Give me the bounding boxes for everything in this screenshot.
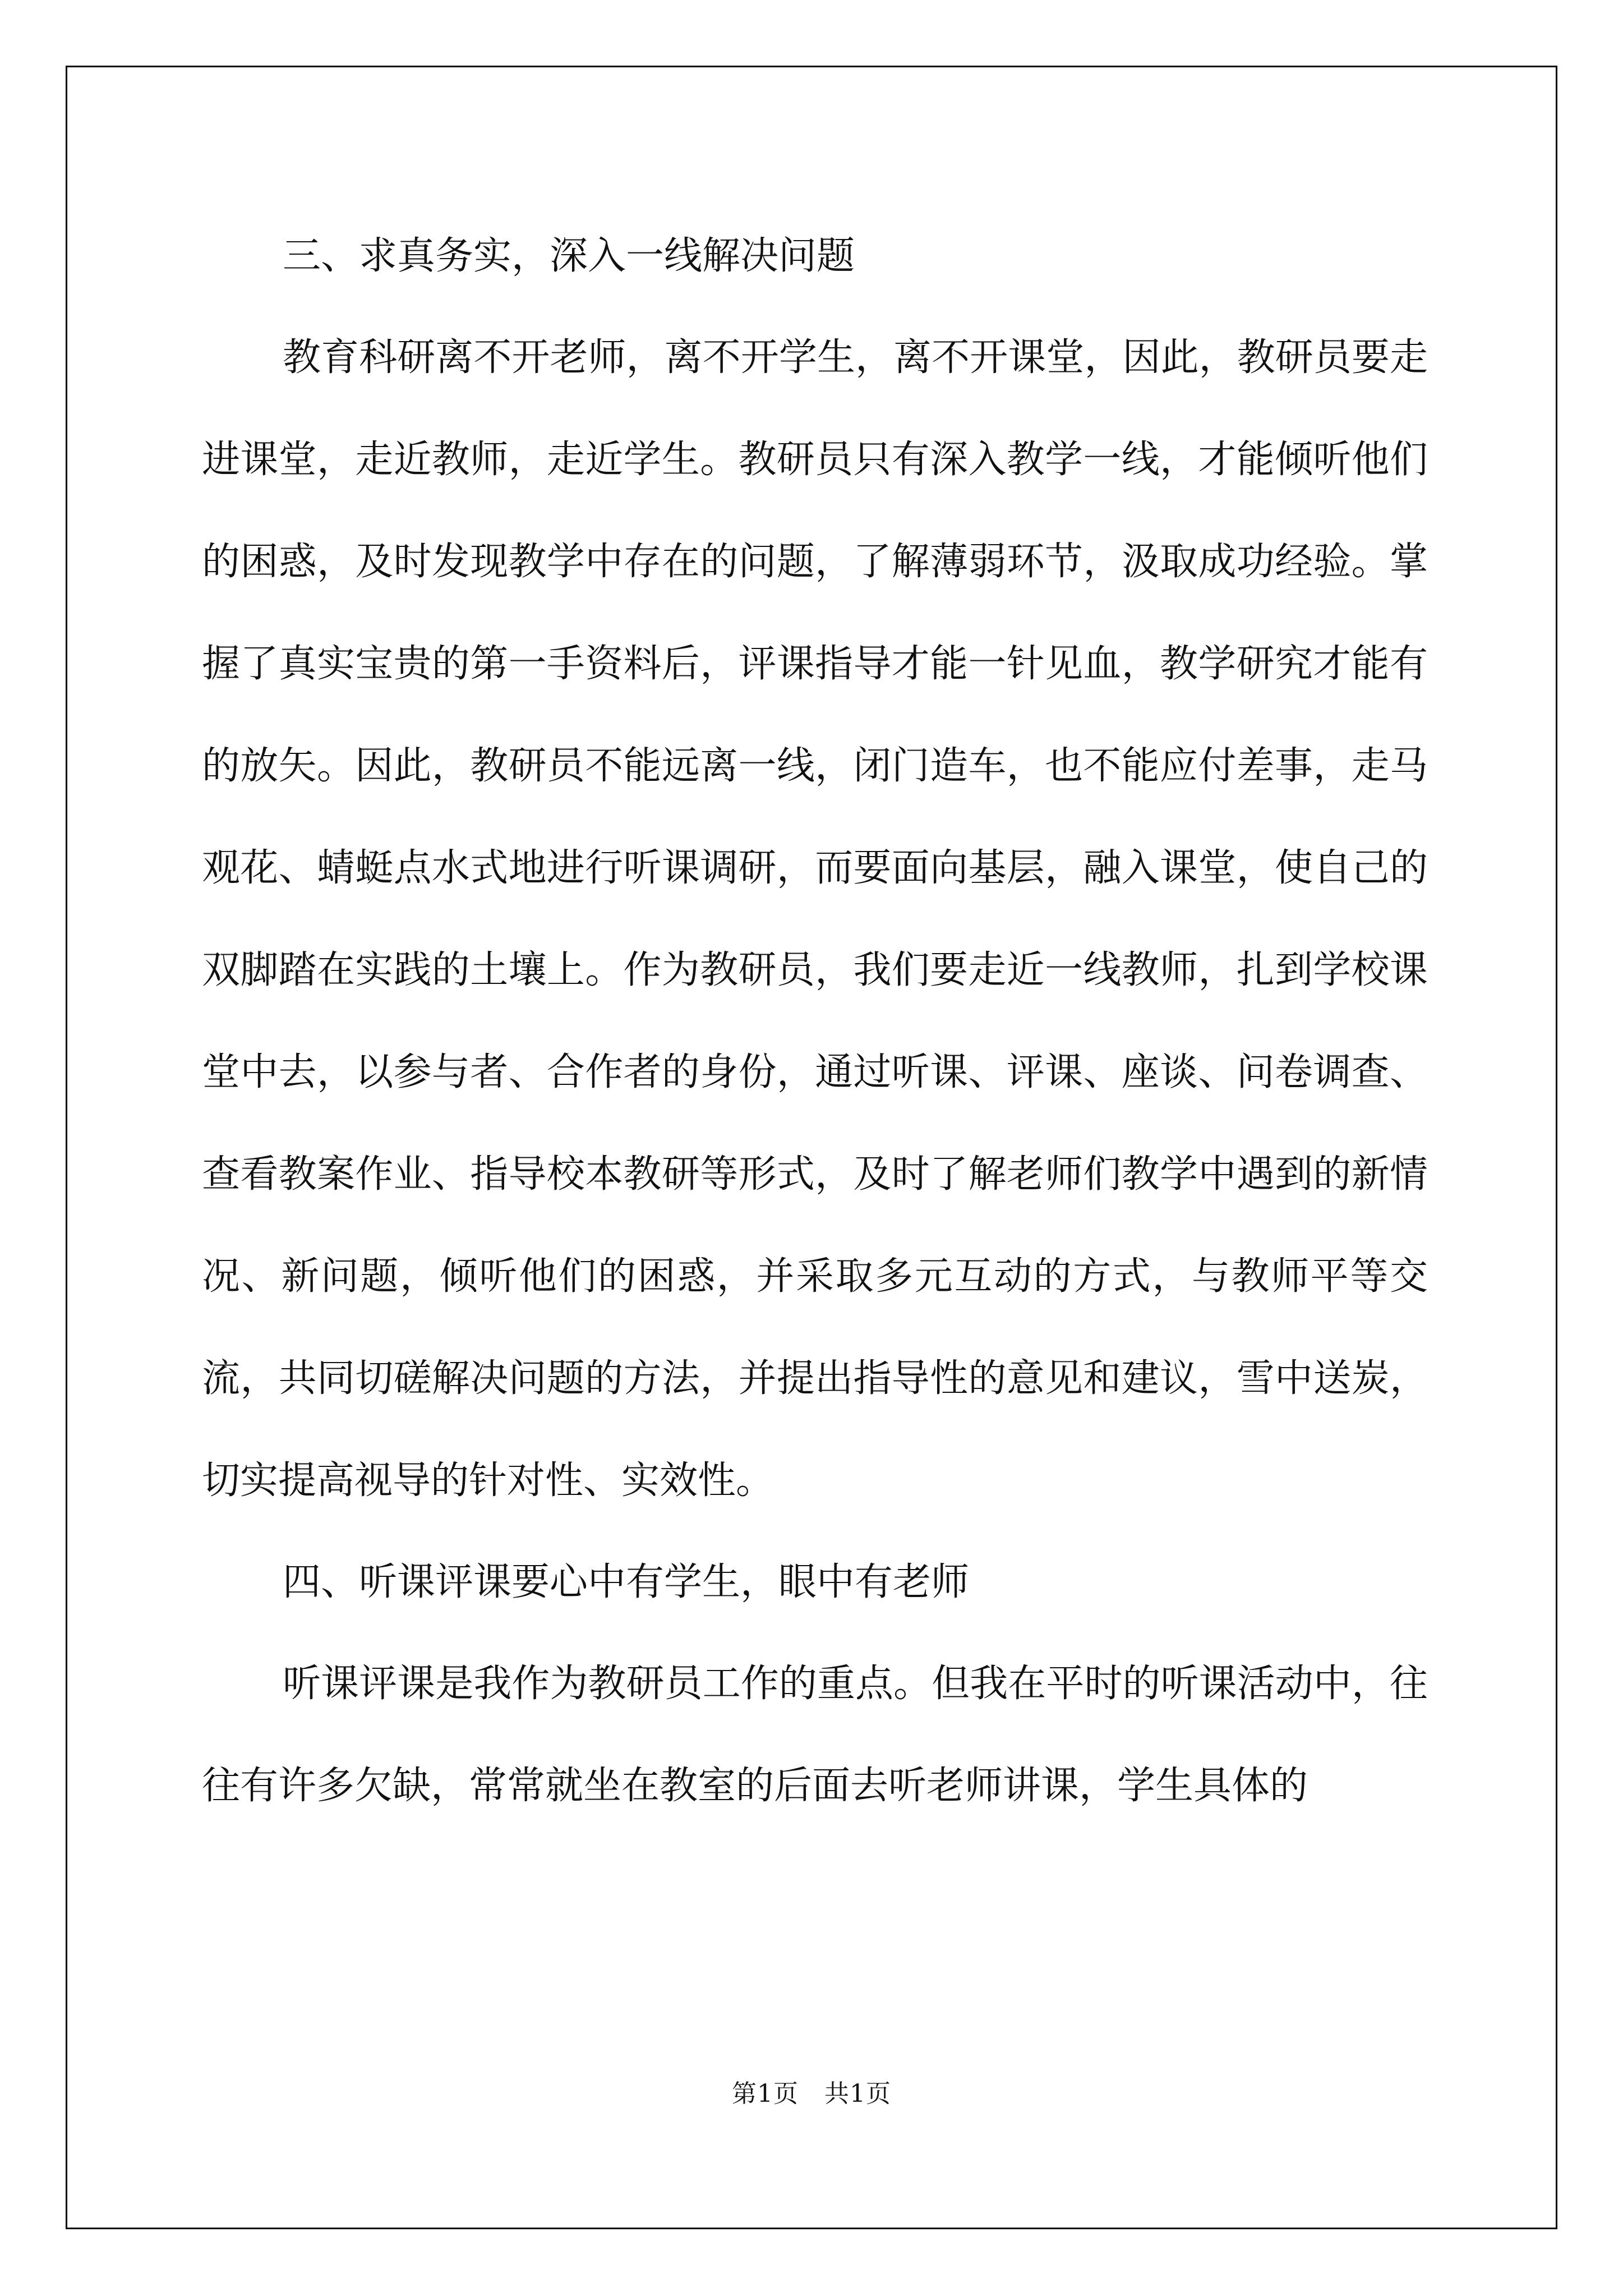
section-paragraph: 听课评课是我作为教研员工作的重点。但我在平时的听课活动中，往往有许多欠缺，常常就坐在教室的后面去听老师讲课，学生具体的 [202,1662,1428,1808]
page-number: 第1页 [732,2079,799,2108]
document-body [202,206,1428,1837]
page-total: 共1页 [824,2079,891,2108]
section-paragraph: 教育科研离不开老师，离不开学生，离不开课堂，因此，教研员要走进课堂，走近教师，走近学生。教研员只有深入教学一线，才能倾听他们的困惑，及时发现教学中存在的问题，了解薄弱环节，汲取成功经验。掌握了真实宝贵的第一手资料后，评课指导才能一针见血，教学研究才能有的放矢。因此，教研员不能远离一线，闭门造车，也不能应付差事，走马观花、蜻蜓点水式地进行听课调研，而要面向基层，融入课堂，使自己的双脚踏在实践的土壤上。作为教研员，我们要走近一线教师，扎到学校课堂中去，以参与者、合作者的身份，通过听课、评课、座谈、问卷调查、查看教案作业、指导校本教研等形式，及时了解老师们教学中遇到的新情况、新问题，倾听他们的困惑，并采取多元互动的方式，与教师平等交流，共同切磋解决问题的方法，并提出指导性的意见和建议，雪中送炭，切实提高视导的针对性、实效性。 [202,335,1428,1503]
section-heading: 三、求真务实，深入一线解决问题 [283,234,855,278]
section-heading: 四、听课评课要心中有学生，眼中有老师 [283,1560,970,1604]
page-footer [0,2073,1623,2109]
